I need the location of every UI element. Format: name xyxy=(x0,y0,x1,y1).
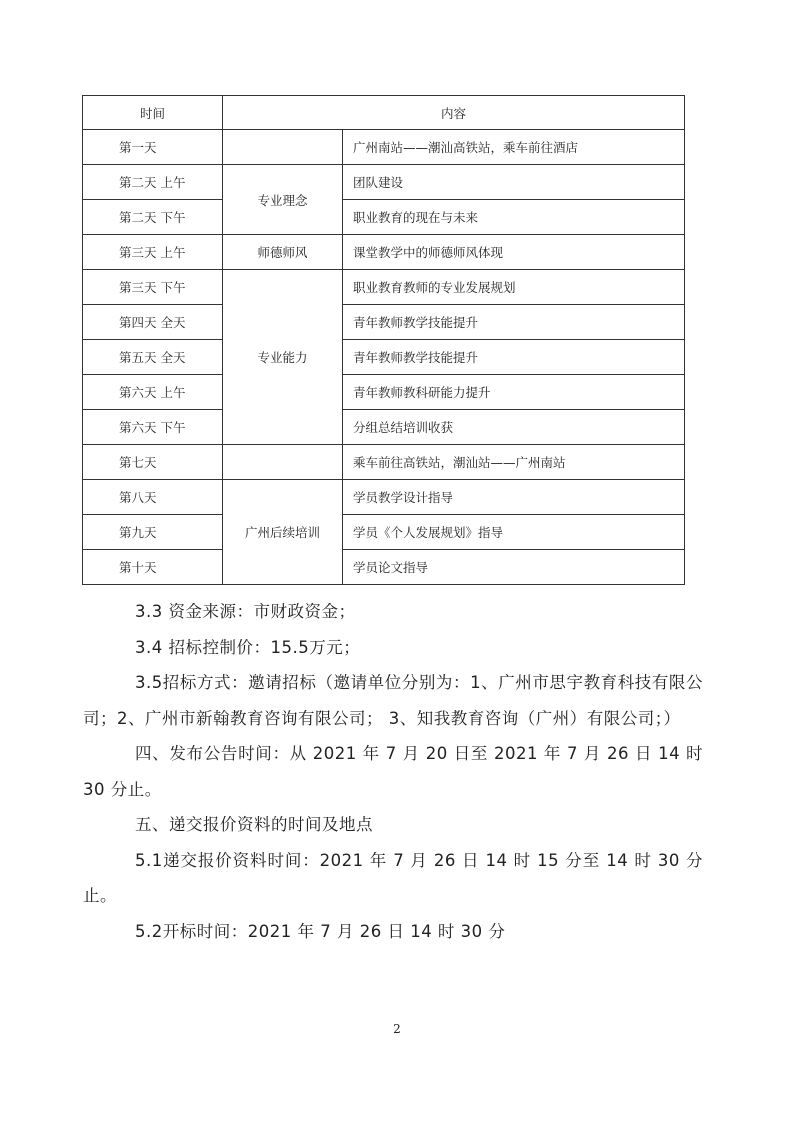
paragraph-bidding-method: 3.5招标方式：邀请招标（邀请单位分别为：1、广州市思宇教育科技有限公司；2、广州市新翰教育咨询有限公司； 3、知我教育咨询（广州）有限公司；） xyxy=(83,673,703,728)
module-cell-empty xyxy=(223,130,343,165)
day-cell: 第六天 上午 xyxy=(83,375,223,410)
table-row xyxy=(83,235,685,270)
content-cell: 学员教学设计指导 xyxy=(343,480,685,515)
paragraph-opening-time: 5.2开标时间：2021 年 7 月 26 日 14 时 30 分 xyxy=(135,921,506,941)
content-cell: 青年教师教学技能提升 xyxy=(343,340,685,375)
table-row xyxy=(83,550,685,585)
module-cell-empty xyxy=(223,445,343,480)
content-cell: 学员《个人发展规划》指导 xyxy=(343,515,685,550)
paragraph-announcement-period: 四、发布公告时间：从 2021 年 7 月 20 日至 2021 年 7 月 26 日 14 时 30 分止。 xyxy=(83,744,703,799)
day-cell: 第七天 xyxy=(83,445,223,480)
header-content: 内容 xyxy=(223,96,685,130)
module-cell: 广州后续培训 xyxy=(223,480,343,585)
table-row xyxy=(83,445,685,480)
section-heading-submission: 五、递交报价资料的时间及地点 xyxy=(135,815,373,834)
content-cell: 职业教育教师的专业发展规划 xyxy=(343,270,685,305)
body-text xyxy=(83,594,703,949)
paragraph-submission-time: 5.1递交报价资料时间：2021 年 7 月 26 日 14 时 15 分至 14 时 30 分止。 xyxy=(83,850,703,905)
table-header-row xyxy=(83,96,685,130)
day-cell: 第三天 下午 xyxy=(83,270,223,305)
table-row xyxy=(83,410,685,445)
content-cell: 分组总结培训收获 xyxy=(343,410,685,445)
table-row xyxy=(83,130,685,165)
module-cell: 师德师风 xyxy=(223,235,343,270)
table-row xyxy=(83,480,685,515)
table-row xyxy=(83,515,685,550)
content-cell: 团队建设 xyxy=(343,165,685,200)
module-cell: 专业能力 xyxy=(223,270,343,445)
paragraph-funding-source: 3.3 资金来源：市财政资金； xyxy=(135,602,356,621)
training-schedule-table xyxy=(82,95,685,585)
content-cell: 乘车前往高铁站，潮汕站——广州南站 xyxy=(343,445,685,480)
table-row xyxy=(83,340,685,375)
day-cell: 第九天 xyxy=(83,515,223,550)
day-cell: 第四天 全天 xyxy=(83,305,223,340)
module-cell: 专业理念 xyxy=(223,165,343,235)
day-cell: 第三天 上午 xyxy=(83,235,223,270)
page-number: 2 xyxy=(393,1022,401,1036)
paragraph-control-price: 3.4 招标控制价：15.5万元； xyxy=(135,637,361,657)
table-row xyxy=(83,375,685,410)
content-cell: 学员论文指导 xyxy=(343,550,685,585)
content-cell: 课堂教学中的师德师风体现 xyxy=(343,235,685,270)
header-time: 时间 xyxy=(83,96,223,130)
table-row xyxy=(83,165,685,200)
day-cell: 第五天 全天 xyxy=(83,340,223,375)
table-row xyxy=(83,305,685,340)
content-cell: 职业教育的现在与未来 xyxy=(343,200,685,235)
content-cell: 广州南站——潮汕高铁站，乘车前往酒店 xyxy=(343,130,685,165)
table-row xyxy=(83,200,685,235)
day-cell: 第六天 下午 xyxy=(83,410,223,445)
content-cell: 青年教师教科研能力提升 xyxy=(343,375,685,410)
day-cell: 第二天 下午 xyxy=(83,200,223,235)
day-cell: 第一天 xyxy=(83,130,223,165)
day-cell: 第十天 xyxy=(83,550,223,585)
table-row xyxy=(83,270,685,305)
day-cell: 第二天 上午 xyxy=(83,165,223,200)
day-cell: 第八天 xyxy=(83,480,223,515)
content-cell: 青年教师教学技能提升 xyxy=(343,305,685,340)
